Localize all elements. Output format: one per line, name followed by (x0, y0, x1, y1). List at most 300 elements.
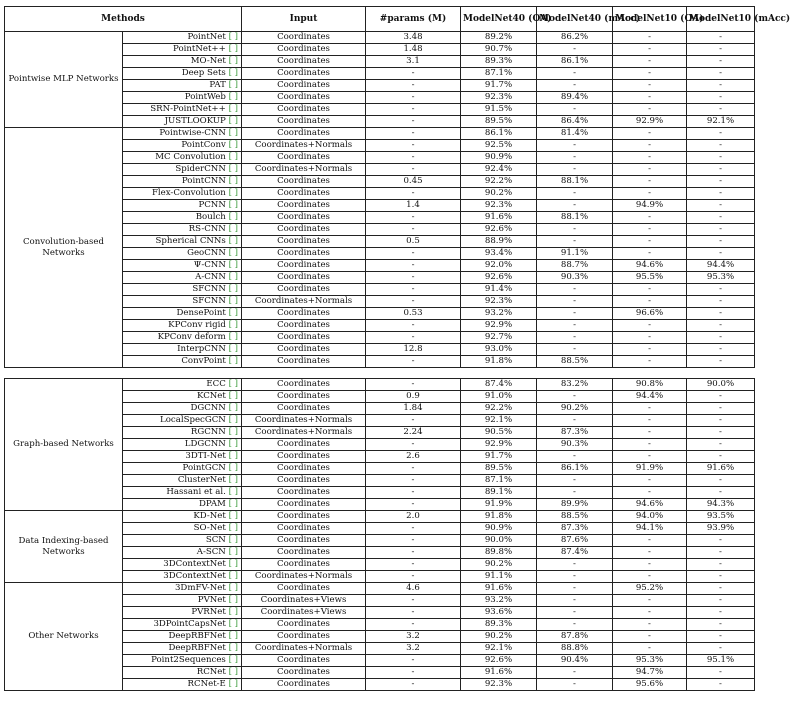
method-name (123, 487, 242, 499)
method-text: RGCNN (190, 427, 229, 437)
mn40-macc-cell: - (537, 164, 613, 176)
input-cell: Coordinates (242, 475, 366, 487)
citation-ref[interactable]: [ ] (228, 224, 239, 234)
params-cell: - (366, 547, 461, 559)
method-name (123, 356, 242, 368)
method-text: 3DTI-Net (185, 451, 229, 461)
mn10-macc-cell: - (687, 92, 755, 104)
mn40-oa-cell: 92.3% (461, 92, 537, 104)
mn40-oa-cell: 86.1% (461, 128, 537, 140)
input-cell: Coordinates (242, 236, 366, 248)
mn10-oa-cell: 95.2% (613, 583, 687, 595)
input-cell: Coordinates (242, 463, 366, 475)
method-name (123, 559, 242, 571)
citation-ref[interactable]: [ ] (228, 499, 238, 509)
mn10-macc-cell: - (687, 631, 755, 643)
input-cell: Coordinates (242, 619, 366, 631)
mn40-oa-cell: 87.1% (461, 475, 537, 487)
mn10-macc-cell: - (687, 104, 755, 116)
citation-ref[interactable]: [ ] (228, 152, 239, 162)
table-lower-body (5, 379, 755, 691)
table-upper-body (5, 32, 755, 368)
method-name (123, 607, 242, 619)
citation-ref[interactable]: [ ] (228, 427, 238, 437)
method-text: RS-CNN (188, 224, 229, 234)
mn40-oa-cell: 93.6% (461, 607, 537, 619)
table-row (5, 128, 755, 140)
citation-ref[interactable]: [ ] (228, 415, 238, 425)
mn40-oa-cell: 89.2% (461, 32, 537, 44)
mn10-macc-cell: - (687, 188, 755, 200)
mn10-oa-cell: - (613, 56, 687, 68)
mn40-macc-cell: 88.5% (537, 356, 613, 368)
citation-ref[interactable]: [ ] (228, 248, 239, 258)
mn40-macc-cell: - (537, 595, 613, 607)
mn10-oa-cell: 90.8% (613, 379, 687, 391)
params-cell: 4.6 (366, 583, 461, 595)
citation-ref[interactable]: [ ] (228, 284, 239, 294)
input-cell: Coordinates+Normals (242, 427, 366, 439)
mn40-oa-cell: 91.6% (461, 583, 537, 595)
params-cell: - (366, 140, 461, 152)
header-mn10-macc: ModelNet10 (mAcc) (687, 7, 755, 32)
mn40-oa-cell: 89.1% (461, 487, 537, 499)
citation-ref[interactable]: [ ] (228, 308, 239, 318)
group-label: Other Networks (5, 583, 123, 691)
method-name (123, 92, 242, 104)
mn10-macc-cell: - (687, 344, 755, 356)
mn10-oa-cell: 92.9% (613, 116, 687, 128)
method-text: 3DContextNet (163, 571, 229, 581)
citation-ref[interactable]: [ ] (228, 607, 238, 617)
mn40-macc-cell: 89.4% (537, 92, 613, 104)
input-cell: Coordinates (242, 260, 366, 272)
citation-ref[interactable]: [ ] (228, 439, 238, 449)
citation-ref[interactable]: [ ] (228, 391, 238, 401)
citation-ref[interactable]: [ ] (228, 32, 239, 42)
mn40-oa-cell: 91.6% (461, 667, 537, 679)
mn10-macc-cell: - (687, 547, 755, 559)
params-cell: - (366, 571, 461, 583)
mn10-macc-cell: - (687, 583, 755, 595)
method-text: MC Convolution (155, 152, 229, 162)
mn10-oa-cell: - (613, 415, 687, 427)
mn10-oa-cell: - (613, 140, 687, 152)
method-name (123, 583, 242, 595)
citation-ref[interactable]: [ ] (228, 535, 238, 545)
mn10-macc-cell: 92.1% (687, 116, 755, 128)
input-cell: Coordinates (242, 631, 366, 643)
input-cell: Coordinates (242, 320, 366, 332)
params-cell: 12.8 (366, 344, 461, 356)
mn10-oa-cell: 95.3% (613, 655, 687, 667)
method-text: SFCNN (192, 296, 229, 306)
method-name (123, 463, 242, 475)
input-cell: Coordinates (242, 56, 366, 68)
mn40-macc-cell: - (537, 320, 613, 332)
mn10-oa-cell: - (613, 320, 687, 332)
method-name (123, 379, 242, 391)
params-cell: - (366, 224, 461, 236)
mn10-oa-cell: - (613, 475, 687, 487)
params-cell: 2.24 (366, 427, 461, 439)
mn40-macc-cell: 88.1% (537, 176, 613, 188)
citation-ref[interactable]: [ ] (228, 68, 239, 78)
citation-ref[interactable]: [ ] (228, 463, 238, 473)
mn10-oa-cell: - (613, 643, 687, 655)
mn10-oa-cell: - (613, 236, 687, 248)
mn40-oa-cell: 91.1% (461, 571, 537, 583)
citation-ref[interactable]: [ ] (228, 104, 239, 114)
method-name (123, 296, 242, 308)
mn10-oa-cell: - (613, 104, 687, 116)
mn10-oa-cell: 94.6% (613, 260, 687, 272)
citation-ref[interactable]: [ ] (228, 643, 238, 653)
mn40-oa-cell: 88.9% (461, 236, 537, 248)
citation-ref[interactable]: [ ] (228, 595, 238, 605)
method-name (123, 643, 242, 655)
citation-ref[interactable]: [ ] (228, 212, 239, 222)
method-name (123, 104, 242, 116)
mn40-oa-cell: 90.7% (461, 44, 537, 56)
method-text: ClusterNet (177, 475, 229, 485)
method-text: DeepRBFNet (168, 643, 229, 653)
mn40-oa-cell: 92.4% (461, 164, 537, 176)
params-cell: 3.2 (366, 643, 461, 655)
mn10-macc-cell: - (687, 356, 755, 368)
citation-ref[interactable]: [ ] (228, 320, 239, 330)
mn10-oa-cell: - (613, 44, 687, 56)
mn40-oa-cell: 92.1% (461, 415, 537, 427)
params-cell: 0.9 (366, 391, 461, 403)
params-cell: 0.53 (366, 308, 461, 320)
mn40-oa-cell: 93.2% (461, 595, 537, 607)
mn10-oa-cell: - (613, 212, 687, 224)
input-cell: Coordinates (242, 32, 366, 44)
citation-ref[interactable]: [ ] (228, 272, 239, 282)
mn40-macc-cell: 81.4% (537, 128, 613, 140)
citation-ref[interactable]: [ ] (228, 176, 239, 186)
mn10-oa-cell: 94.4% (613, 391, 687, 403)
method-text: 3DContextNet (163, 559, 229, 569)
mn10-macc-cell: 95.1% (687, 655, 755, 667)
mn40-macc-cell: 88.5% (537, 511, 613, 523)
mn40-macc-cell: 87.8% (537, 631, 613, 643)
method-name (123, 44, 242, 56)
mn40-macc-cell: - (537, 344, 613, 356)
citation-ref[interactable]: [ ] (228, 296, 239, 306)
citation-ref[interactable]: [ ] (228, 571, 238, 581)
method-name (123, 284, 242, 296)
params-cell: - (366, 379, 461, 391)
table-upper (4, 6, 790, 368)
mn10-macc-cell: - (687, 643, 755, 655)
mn10-oa-cell: - (613, 332, 687, 344)
method-text: DPAM (198, 499, 229, 509)
mn10-macc-cell: - (687, 140, 755, 152)
params-cell: - (366, 104, 461, 116)
params-cell: - (366, 595, 461, 607)
group-label: Convolution-based Networks (5, 128, 123, 368)
method-name (123, 571, 242, 583)
method-name (123, 176, 242, 188)
citation-ref[interactable]: [ ] (228, 667, 238, 677)
citation-ref[interactable]: [ ] (228, 356, 239, 366)
mn40-macc-cell: - (537, 559, 613, 571)
mn40-macc-cell: - (537, 332, 613, 344)
mn40-macc-cell: - (537, 415, 613, 427)
mn10-oa-cell: - (613, 224, 687, 236)
method-text: LDGCNN (184, 439, 229, 449)
method-text: KPConv rigid (168, 320, 229, 330)
mn40-macc-cell: 90.3% (537, 272, 613, 284)
mn40-macc-cell: - (537, 284, 613, 296)
method-text: ECC (206, 379, 229, 389)
input-cell: Coordinates (242, 116, 366, 128)
mn10-macc-cell: 94.4% (687, 260, 755, 272)
method-name (123, 140, 242, 152)
citation-ref[interactable]: [ ] (228, 451, 238, 461)
citation-ref[interactable]: [ ] (228, 80, 239, 90)
table-row (5, 583, 755, 595)
mn40-macc-cell: 91.1% (537, 248, 613, 260)
input-cell: Coordinates+Normals (242, 643, 366, 655)
method-name (123, 619, 242, 631)
method-name (123, 427, 242, 439)
params-cell: - (366, 80, 461, 92)
mn10-macc-cell: - (687, 487, 755, 499)
method-text: PointCNN (181, 176, 229, 186)
input-cell: Coordinates (242, 523, 366, 535)
citation-ref[interactable]: [ ] (228, 403, 238, 413)
mn10-macc-cell: 93.9% (687, 523, 755, 535)
params-cell: - (366, 152, 461, 164)
mn10-oa-cell: - (613, 128, 687, 140)
mn40-macc-cell: - (537, 583, 613, 595)
citation-ref[interactable]: [ ] (228, 92, 239, 102)
mn40-macc-cell: - (537, 391, 613, 403)
mn40-oa-cell: 90.0% (461, 535, 537, 547)
citation-ref[interactable]: [ ] (228, 44, 239, 54)
method-name (123, 499, 242, 511)
method-name (123, 164, 242, 176)
method-name (123, 260, 242, 272)
mn40-macc-cell: - (537, 619, 613, 631)
citation-ref[interactable]: [ ] (228, 236, 239, 246)
mn10-oa-cell: - (613, 68, 687, 80)
mn40-oa-cell: 89.3% (461, 619, 537, 631)
params-cell: - (366, 463, 461, 475)
mn40-macc-cell: - (537, 475, 613, 487)
header-mn10-oa: ModelNet10 (OA) (613, 7, 687, 32)
mn40-oa-cell: 87.1% (461, 68, 537, 80)
input-cell: Coordinates+Normals (242, 164, 366, 176)
params-cell: 0.45 (366, 176, 461, 188)
citation-ref[interactable]: [ ] (228, 379, 238, 389)
method-name (123, 332, 242, 344)
citation-ref[interactable]: [ ] (228, 619, 238, 629)
input-cell: Coordinates (242, 92, 366, 104)
params-cell: - (366, 188, 461, 200)
mn40-macc-cell: 86.1% (537, 463, 613, 475)
method-name (123, 188, 242, 200)
header-row (5, 7, 755, 32)
method-text: PAT (209, 80, 229, 90)
citation-ref[interactable]: [ ] (228, 679, 238, 689)
input-cell: Coordinates (242, 332, 366, 344)
header-mn40-oa: ModelNet40 (OA) (461, 7, 537, 32)
method-name (123, 511, 242, 523)
mn40-oa-cell: 87.4% (461, 379, 537, 391)
mn40-macc-cell: 90.2% (537, 403, 613, 415)
mn40-oa-cell: 91.5% (461, 104, 537, 116)
method-name (123, 475, 242, 487)
method-text: KPConv deform (157, 332, 229, 342)
method-name (123, 68, 242, 80)
method-name (123, 128, 242, 140)
mn10-oa-cell: - (613, 152, 687, 164)
mn10-macc-cell: - (687, 415, 755, 427)
params-cell: - (366, 128, 461, 140)
citation-ref[interactable]: [ ] (228, 200, 239, 210)
citation-ref[interactable]: [ ] (228, 523, 238, 533)
mn40-oa-cell: 92.9% (461, 320, 537, 332)
params-cell: - (366, 248, 461, 260)
input-cell: Coordinates (242, 535, 366, 547)
mn10-macc-cell: - (687, 296, 755, 308)
input-cell: Coordinates (242, 344, 366, 356)
mn10-oa-cell: 95.5% (613, 272, 687, 284)
input-cell: Coordinates+Normals (242, 415, 366, 427)
mn10-oa-cell: - (613, 427, 687, 439)
mn10-macc-cell: - (687, 535, 755, 547)
citation-ref[interactable]: [ ] (228, 487, 238, 497)
mn10-macc-cell: - (687, 308, 755, 320)
results-tables (4, 6, 790, 691)
citation-ref[interactable]: [ ] (228, 547, 238, 557)
mn40-oa-cell: 92.2% (461, 403, 537, 415)
citation-ref[interactable]: [ ] (228, 56, 239, 66)
citation-ref[interactable]: [ ] (228, 475, 238, 485)
citation-ref[interactable]: [ ] (228, 655, 238, 665)
input-cell: Coordinates (242, 188, 366, 200)
citation-ref[interactable]: [ ] (228, 583, 238, 593)
mn40-macc-cell: - (537, 236, 613, 248)
mn40-macc-cell: 87.6% (537, 535, 613, 547)
mn10-oa-cell: - (613, 595, 687, 607)
mn10-oa-cell: - (613, 188, 687, 200)
mn10-macc-cell: 93.5% (687, 511, 755, 523)
citation-ref[interactable]: [ ] (228, 631, 238, 641)
mn10-oa-cell: 94.0% (613, 511, 687, 523)
params-cell: - (366, 415, 461, 427)
input-cell: Coordinates (242, 391, 366, 403)
mn10-macc-cell: - (687, 667, 755, 679)
method-text: PointNet++ (173, 44, 229, 54)
mn40-oa-cell: 91.7% (461, 80, 537, 92)
method-text: SpiderCNN (175, 164, 229, 174)
method-name (123, 667, 242, 679)
table-lower (4, 378, 755, 691)
mn10-oa-cell: - (613, 344, 687, 356)
mn10-oa-cell: - (613, 296, 687, 308)
mn40-macc-cell: 87.3% (537, 523, 613, 535)
mn10-oa-cell: 94.9% (613, 200, 687, 212)
params-cell: - (366, 487, 461, 499)
params-cell: - (366, 92, 461, 104)
method-text: PointGCN (182, 463, 229, 473)
citation-ref[interactable]: [ ] (228, 140, 239, 150)
params-cell: - (366, 116, 461, 128)
citation-ref[interactable]: [ ] (228, 344, 239, 354)
mn40-macc-cell: - (537, 451, 613, 463)
mn10-macc-cell: - (687, 32, 755, 44)
mn10-macc-cell: - (687, 320, 755, 332)
method-name (123, 200, 242, 212)
method-text: A-SCN (196, 547, 229, 557)
mn40-oa-cell: 89.5% (461, 116, 537, 128)
mn10-oa-cell: - (613, 631, 687, 643)
params-cell: - (366, 667, 461, 679)
citation-ref[interactable]: [ ] (228, 188, 239, 198)
input-cell: Coordinates (242, 379, 366, 391)
method-text: LocalSpecGCN (160, 415, 229, 425)
mn10-oa-cell: - (613, 403, 687, 415)
citation-ref[interactable]: [ ] (228, 332, 239, 342)
mn10-macc-cell: - (687, 559, 755, 571)
params-cell: - (366, 296, 461, 308)
mn40-macc-cell: - (537, 104, 613, 116)
mn10-macc-cell: 94.3% (687, 499, 755, 511)
mn40-oa-cell: 92.6% (461, 655, 537, 667)
mn10-oa-cell: - (613, 487, 687, 499)
method-name (123, 32, 242, 44)
mn10-macc-cell: - (687, 80, 755, 92)
mn40-oa-cell: 92.3% (461, 679, 537, 691)
citation-ref[interactable]: [ ] (228, 511, 238, 521)
mn10-oa-cell: 94.6% (613, 499, 687, 511)
mn10-oa-cell: - (613, 547, 687, 559)
mn10-macc-cell: - (687, 164, 755, 176)
params-cell: - (366, 439, 461, 451)
table-row (5, 511, 755, 523)
citation-ref[interactable]: [ ] (228, 128, 239, 138)
method-text: SO-Net (193, 523, 229, 533)
mn10-macc-cell: - (687, 212, 755, 224)
mn40-macc-cell: - (537, 296, 613, 308)
mn40-oa-cell: 90.9% (461, 523, 537, 535)
method-text: PVRNet (191, 607, 229, 617)
mn10-oa-cell: 94.1% (613, 523, 687, 535)
citation-ref[interactable]: [ ] (228, 116, 239, 126)
method-name (123, 236, 242, 248)
mn10-macc-cell: - (687, 451, 755, 463)
citation-ref[interactable]: [ ] (228, 559, 238, 569)
input-cell: Coordinates (242, 403, 366, 415)
mn40-oa-cell: 92.0% (461, 260, 537, 272)
input-cell: Coordinates (242, 583, 366, 595)
mn10-macc-cell: - (687, 224, 755, 236)
mn40-macc-cell: 86.1% (537, 56, 613, 68)
citation-ref[interactable]: [ ] (228, 164, 239, 174)
mn40-oa-cell: 89.8% (461, 547, 537, 559)
mn40-macc-cell: 87.4% (537, 547, 613, 559)
mn10-oa-cell: - (613, 451, 687, 463)
citation-ref[interactable]: [ ] (228, 260, 239, 270)
mn10-oa-cell: - (613, 559, 687, 571)
mn40-macc-cell: - (537, 308, 613, 320)
mn10-oa-cell: - (613, 32, 687, 44)
